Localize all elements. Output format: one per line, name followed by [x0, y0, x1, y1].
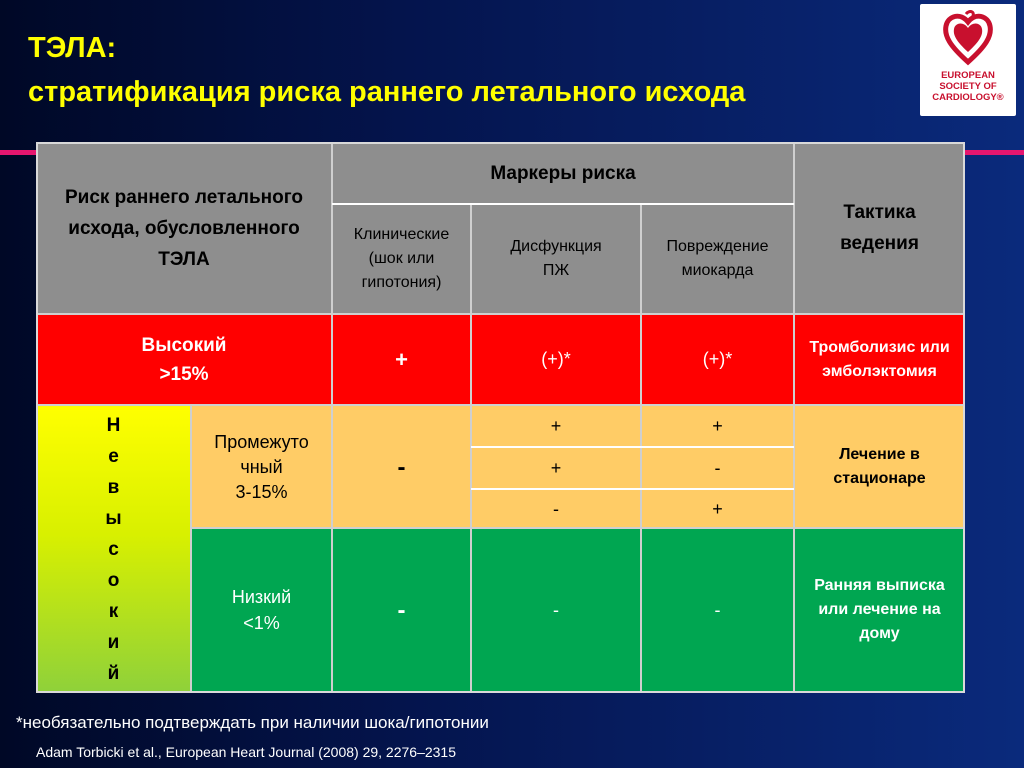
heart-icon [942, 10, 994, 66]
letter: Н [106, 414, 121, 436]
intermediate-myo-1: + [641, 406, 794, 446]
low-rv: - [471, 528, 641, 692]
low-label-line-2: <1% [243, 613, 280, 633]
title-line-1: ТЭЛА: [28, 32, 117, 64]
intermediate-rv-2: + [471, 448, 641, 488]
letter: и [107, 631, 120, 653]
high-risk-name: Высокий [141, 334, 227, 356]
footnote: *необязательно подтверждать при наличии шока/гипотонии [16, 713, 489, 732]
high-rv: (+)* [471, 314, 641, 405]
intermediate-myo-2: - [641, 448, 794, 488]
intermediate-label-line-3: 3-15% [235, 481, 288, 502]
low-clinical: - [332, 528, 471, 692]
low-label-line-1: Низкий [231, 587, 292, 607]
letter: с [108, 538, 119, 560]
logo-line-1: EUROPEAN [941, 70, 995, 81]
letter: е [108, 445, 119, 467]
letter: о [107, 569, 120, 591]
header-markers: Маркеры риска [332, 142, 794, 204]
letter: в [107, 476, 120, 498]
low-tactics: Ранняя выписка или лечение на дому [794, 528, 965, 692]
title-line-2: стратификация риска раннего летального исхода [28, 76, 746, 108]
slide-title [28, 26, 898, 114]
header-rv-dysfunction: Дисфункция ПЖ [471, 204, 641, 314]
intermediate-clinical: - [332, 406, 471, 528]
intermediate-myo-3: + [641, 490, 794, 528]
header-risk: Риск раннего летального исхода, обусловленного ТЭЛА [36, 142, 332, 314]
intermediate-rv-3: - [471, 490, 641, 528]
table-border [36, 142, 965, 693]
high-clinical: + [332, 314, 471, 405]
intermediate-label-line-1: Промежуто [214, 431, 309, 452]
intermediate-rv-1: + [471, 406, 641, 446]
logo-line-2: SOCIETY OF [939, 81, 997, 92]
header-tactics: Тактика ведения [794, 142, 965, 314]
low-myocardial: - [641, 528, 794, 692]
intermediate-label-line-2: чный [240, 456, 283, 477]
esc-logo [920, 4, 1016, 116]
high-risk-percent: >15% [159, 363, 209, 385]
intermediate-tactics: Лечение в стационаре [794, 406, 965, 528]
high-tactics: Тромболизис или эмболэктомия [794, 314, 965, 405]
citation: Adam Torbicki et al., European Heart Journal (2008) 29, 2276–2315 [36, 744, 457, 760]
header-clinical: Клинические (шок или гипотония) [332, 204, 471, 314]
letter: ы [105, 507, 122, 529]
high-myocardial: (+)* [641, 314, 794, 405]
logo-line-3: CARDIOLOGY® [932, 92, 1004, 103]
header-myocardial: Повреждение миокарда [641, 204, 794, 314]
letter: к [108, 600, 119, 622]
letter: й [107, 662, 120, 684]
